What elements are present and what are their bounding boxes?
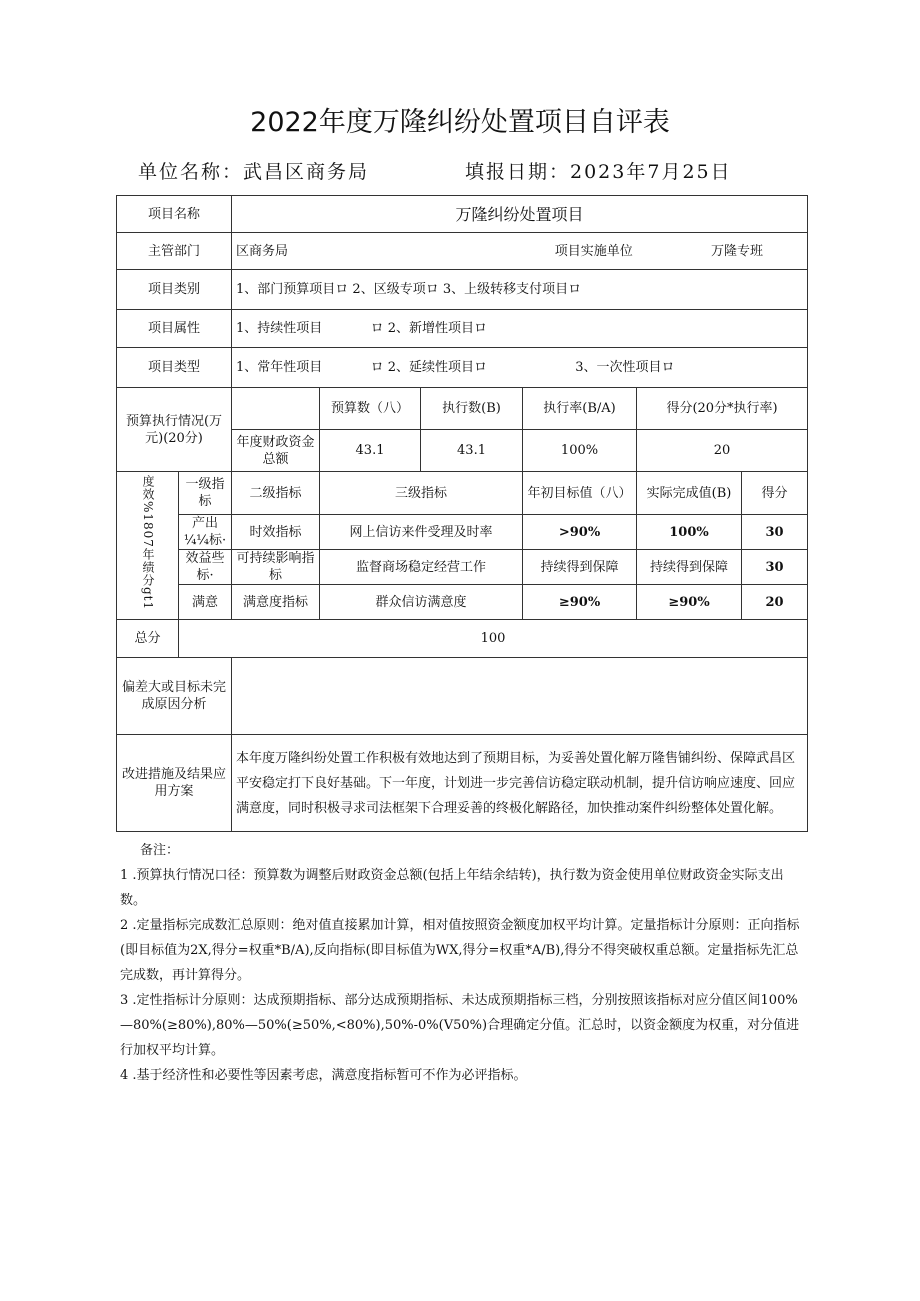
table-row — [117, 515, 808, 550]
note-item: 4 .基于经济性和必要性等因素考虑，满意度指标暂可不作为必评指标。 — [120, 1068, 527, 1083]
perf-actual-cell: 100% — [637, 515, 742, 550]
attribute-option-1: 1、持续性项目 — [236, 321, 323, 336]
note-item: 2 .定量指标完成数汇总原则：绝对值直接累加计算，相对值按照资金额度加权平均计算。定量指标计分原则：正向指标(即目标值为2X,得分=权重*B/A),反向指标(即目标值为WX,得分=权重*A/B),得分不得突破权重总额。定量指标先汇总完成数，再计算得分。 — [120, 918, 800, 983]
perf-target-header: 年初目标值（八） — [523, 472, 637, 515]
category-label: 项目类别 — [117, 270, 232, 310]
exec-value: 43.1 — [421, 430, 523, 472]
perf-l3-cell: 监督商场稳定经营工作 — [320, 550, 523, 585]
note-item: 3 .定性指标计分原则：达成预期指标、部分达成预期指标、未达成预期指标三档，分别按照该指标对应分值区间100%—80%(≥80%),80%—50%(≥50%,<80%),50%-0%(V50%)合理确定分值。汇总时，以资金额度为权重，对分值进行加权平均计算。 — [120, 993, 800, 1058]
project-name: 万隆纠纷处置项目 — [232, 196, 808, 233]
perf-l2-cell: 满意度指标 — [232, 585, 320, 620]
perf-score-cell: 20 — [742, 585, 808, 620]
deviation-label: 偏差大或目标未完成原因分析 — [117, 658, 232, 735]
perf-l3-header: 三级指标 — [320, 472, 523, 515]
type-option-3: 3、一次性项目ロ — [575, 360, 675, 375]
dept-label: 主管部门 — [117, 233, 232, 270]
type-option-2: ロ 2、延续性项目ロ — [370, 360, 487, 375]
improve-label: 改进措施及结果应用方案 — [117, 735, 232, 832]
deviation-value — [232, 658, 808, 735]
perf-l2-cell: 时效指标 — [232, 515, 320, 550]
budget-col-rate: 执行率(B/A) — [523, 388, 637, 430]
table-row — [117, 550, 808, 585]
dept-value: 区商务局 — [236, 243, 289, 259]
perf-l1-cell: 产出¼¼标· — [179, 515, 232, 550]
perf-l3-cell: 群众信访满意度 — [320, 585, 523, 620]
attribute-label: 项目属性 — [117, 310, 232, 348]
budget-value: 43.1 — [320, 430, 421, 472]
perf-actual-cell: ≥90% — [637, 585, 742, 620]
perf-l2-header: 二级指标 — [232, 472, 320, 515]
category-value: 1、部门预算项目ロ 2、区级专项ロ 3、上级转移支付项目ロ — [232, 270, 808, 310]
perf-target-cell: ≥90% — [523, 585, 637, 620]
total-value: 100 — [179, 620, 808, 658]
fill-date: 填报日期：2023年7月25日 — [465, 161, 732, 183]
performance-side-label: 度效%1807年绩分gt1 — [141, 475, 155, 611]
perf-l1-cell: 效益些标· — [179, 550, 232, 585]
notes-section — [120, 838, 808, 1088]
budget-col-budget: 预算数（八） — [320, 388, 421, 430]
page-title: 2022年度万隆纠纷处置项目自评表 — [250, 107, 670, 138]
project-name-label: 项目名称 — [117, 196, 232, 233]
budget-label: 预算执行情况(万元)(20分) — [117, 388, 232, 472]
perf-l1-cell: 满意 — [179, 585, 232, 620]
rate-value: 100% — [523, 430, 637, 472]
perf-score-cell: 30 — [742, 515, 808, 550]
total-label: 总分 — [117, 620, 179, 658]
perf-actual-cell: 持续得到保障 — [637, 550, 742, 585]
type-option-1: 1、常年性项目 — [236, 360, 323, 375]
evaluation-table — [116, 195, 808, 832]
perf-target-cell: >90% — [523, 515, 637, 550]
budget-row-label: 年度财政资金总额 — [232, 430, 320, 472]
perf-score-cell: 30 — [742, 550, 808, 585]
improve-value: 本年度万隆纠纷处置工作积极有效地达到了预期目标，为妥善处置化解万隆售铺纠纷、保障武昌区平安稳定打下良好基础。下一年度，计划进一步完善信访稳定联动机制，提升信访响应速度、回应满意度，同时积极寻求司法框架下合理妥善的终极化解路径，加快推动案件纠纷整体处置化解。 — [232, 735, 808, 832]
table-row — [117, 585, 808, 620]
type-label: 项目类型 — [117, 348, 232, 388]
notes-heading: 备注： — [140, 843, 180, 858]
perf-l2-cell: 可持续影响指标 — [232, 550, 320, 585]
attribute-option-2: ロ 2、新增性项目ロ — [370, 321, 487, 336]
perf-l3-cell: 网上信访来件受理及时率 — [320, 515, 523, 550]
impl-unit-label: 项目实施单位 — [554, 243, 633, 259]
budget-col-score: 得分(20分*执行率) — [637, 388, 808, 430]
note-item: 1 .预算执行情况口径：预算数为调整后财政资金总额(包括上年结余结转)，执行数为资金使用单位财政资金实际支出数。 — [120, 868, 784, 908]
unit-name: 单位名称：武昌区商务局 — [138, 161, 370, 183]
perf-score-header: 得分 — [742, 472, 808, 515]
perf-target-cell: 持续得到保障 — [523, 550, 637, 585]
perf-l1-header: 一级指标 — [179, 472, 232, 515]
perf-actual-header: 实际完成值(B) — [637, 472, 742, 515]
budget-col-exec: 执行数(B) — [421, 388, 523, 430]
budget-score: 20 — [637, 430, 808, 472]
impl-unit-value: 万隆专班 — [711, 243, 764, 259]
